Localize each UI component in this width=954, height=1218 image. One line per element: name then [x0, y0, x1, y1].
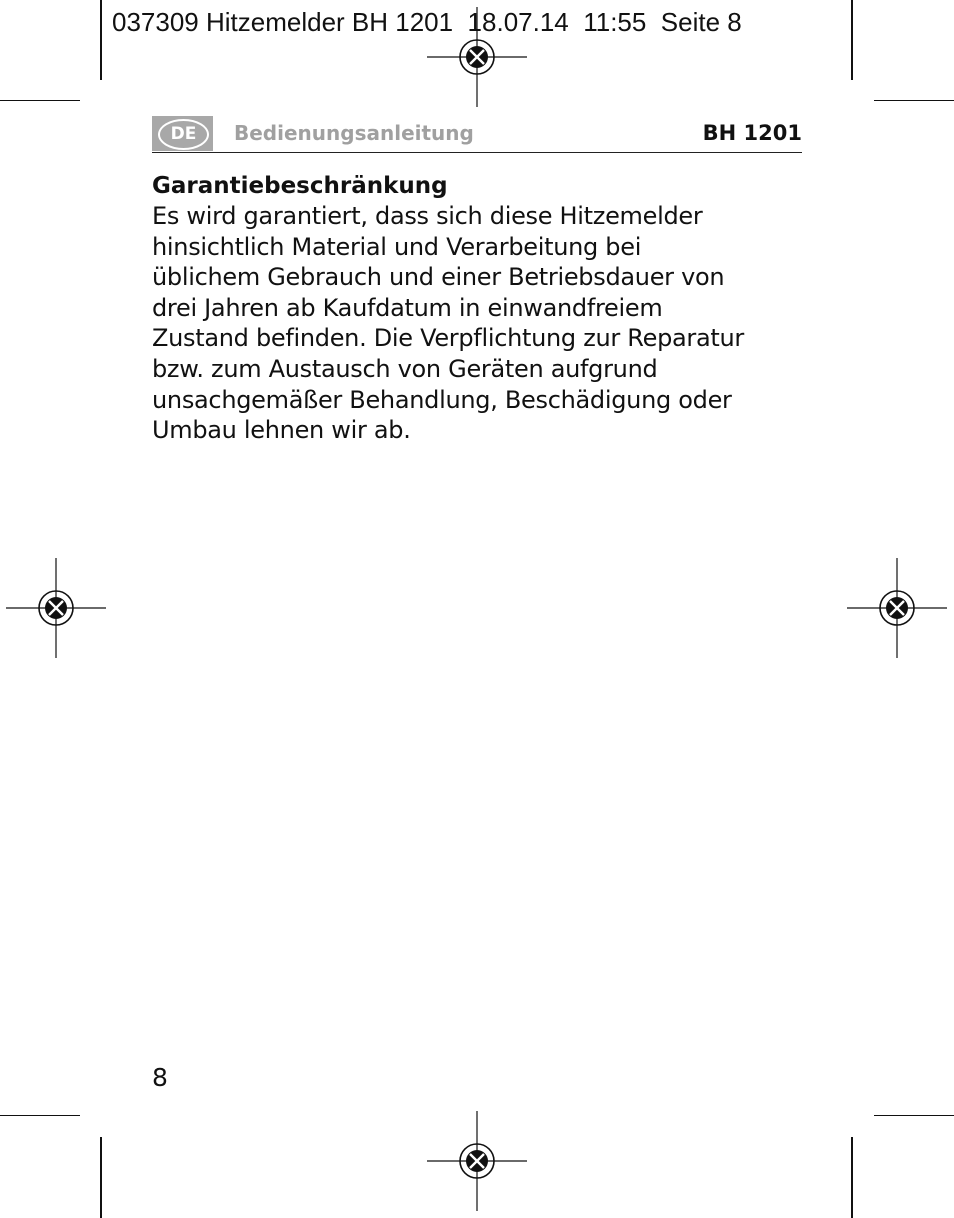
warranty-section	[152, 171, 812, 446]
body-line: Umbau lehnen wir ab.	[152, 416, 411, 445]
crop-mark-icon	[851, 1137, 853, 1218]
crop-mark-icon	[100, 0, 102, 80]
section-title: Garantiebeschränkung	[152, 173, 448, 199]
registration-mark-icon	[6, 558, 106, 658]
body-line: bzw. zum Austausch von Geräten aufgrund	[152, 354, 658, 383]
crop-mark-icon	[100, 1137, 102, 1218]
language-badge-label: DE	[158, 119, 209, 150]
registration-mark-icon	[427, 1111, 527, 1211]
crop-mark-icon	[0, 1115, 80, 1116]
print-slug: 037309 Hitzemelder BH 1201 18.07.14 11:55 Seite 8	[112, 7, 742, 37]
body-line: Es wird garantiert, dass sich diese Hitzemelder	[152, 202, 703, 230]
language-badge	[152, 116, 213, 151]
section-body	[152, 201, 812, 446]
crop-mark-icon	[851, 0, 853, 80]
model-label: BH 1201	[702, 121, 802, 145]
registration-mark-icon	[427, 7, 527, 107]
page-number: 8	[152, 1063, 168, 1092]
body-line: drei Jahren ab Kaufdatum in einwandfreiem	[152, 293, 663, 322]
body-line: unsachgemäßer Behandlung, Beschädigung oder	[152, 385, 732, 414]
crop-mark-icon	[874, 100, 954, 101]
running-header	[152, 116, 802, 153]
document-type-label: Bedienungsanleitung	[234, 121, 474, 145]
body-line: üblichem Gebrauch und einer Betriebsdauer von	[152, 263, 725, 292]
registration-mark-icon	[847, 558, 947, 658]
crop-mark-icon	[0, 100, 80, 101]
body-line: Zustand befinden. Die Verpflichtung zur Reparatur	[152, 324, 744, 353]
body-line: hinsichtlich Material und Verarbeitung bei	[152, 232, 642, 261]
crop-mark-icon	[874, 1115, 954, 1116]
